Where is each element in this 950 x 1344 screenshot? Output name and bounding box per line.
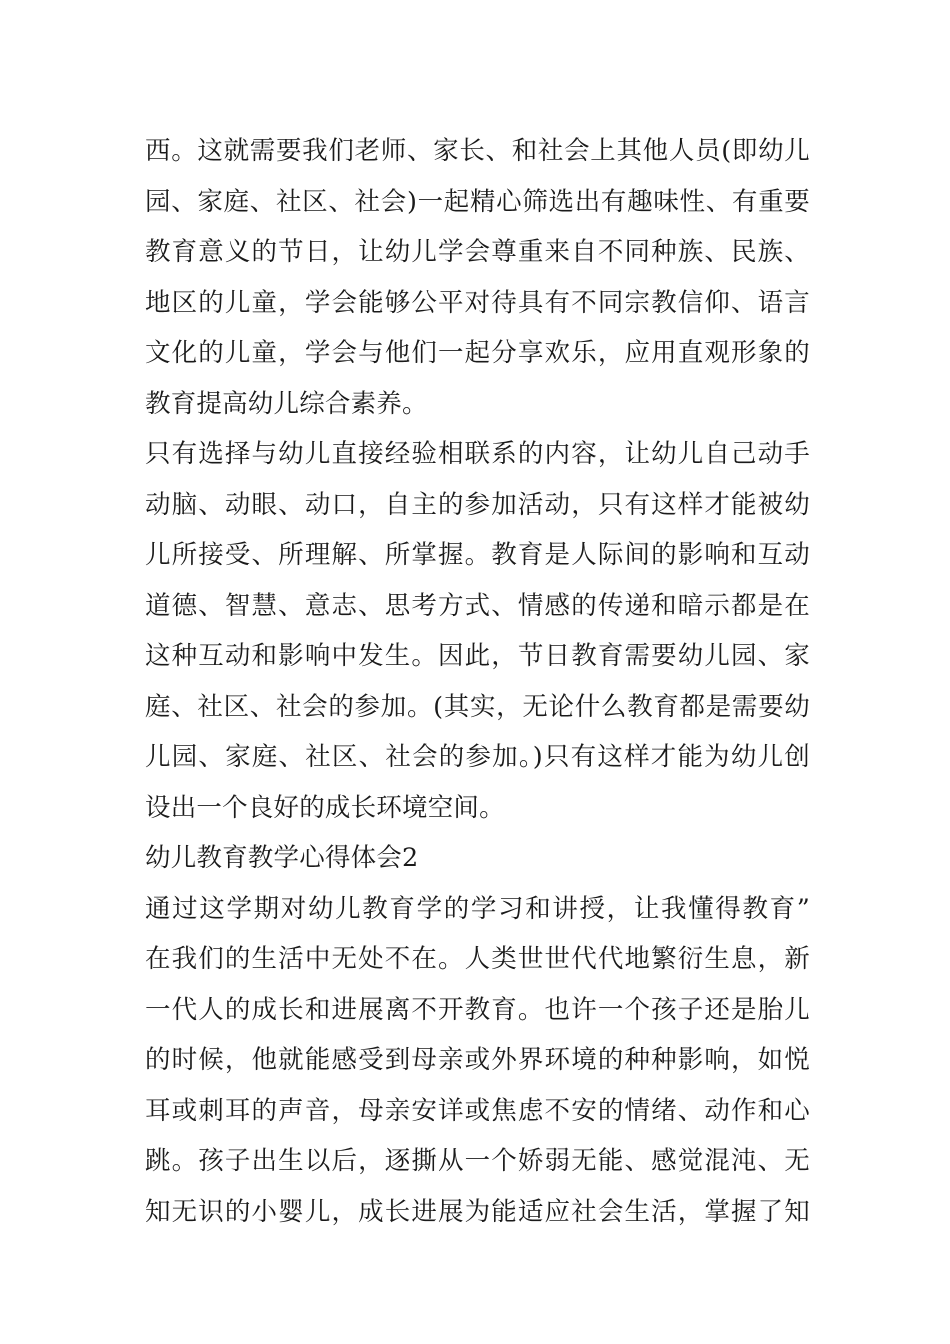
text-line: 儿所接受、所理解、所掌握。教育是人际间的影响和互动 [145, 540, 810, 570]
text-line: 动脑、动眼、动口，自主的参加活动，只有这样才能被幼 [145, 489, 810, 520]
text-line: 教育提高幼儿综合素养。 [145, 388, 428, 419]
text-line: 园、家庭、社区、社会)一起精心筛选出有趣味性、有重要 [145, 186, 810, 217]
text-line: 儿园、家庭、社区、社会的参加。)只有这样才能为幼儿创 [145, 742, 810, 772]
text-line: 地区的儿童，学会能够公平对待具有不同宗教信仰、语言 [145, 287, 810, 318]
text-line: 道德、智慧、意志、思考方式、情感的传递和暗示都是在 [145, 590, 810, 621]
text-line: 一代人的成长和进展离不开教育。也许一个孩子还是胎儿 [145, 994, 810, 1025]
text-line: 的时候，他就能感受到母亲或外界环境的种种影响，如悦 [145, 1045, 810, 1075]
text-line: 知无识的小婴儿，成长进展为能适应社会生活，掌握了知 [145, 1196, 810, 1227]
text-line: 西。这就需要我们老师、家长、和社会上其他人员(即幼儿 [145, 136, 810, 166]
text-line: 这种互动和影响中发生。因此，节日教育需要幼儿园、家 [145, 641, 810, 671]
section-heading: 幼儿教育教学心得体会2 [145, 843, 419, 873]
text-line: 教育意义的节日，让幼儿学会尊重来自不同种族、民族、 [145, 237, 810, 267]
document-body [145, 126, 810, 1237]
text-line: 耳或刺耳的声音，母亲安详或焦虑不安的情绪、动作和心 [145, 1095, 810, 1126]
text-line: 庭、社区、社会的参加。(其实，无论什么教育都是需要幼 [145, 691, 810, 722]
text-line: 设出一个良好的成长环境空间。 [145, 792, 505, 823]
text-line: 文化的儿童，学会与他们一起分享欢乐，应用直观形象的 [145, 338, 810, 368]
text-line: 通过这学期对幼儿教育学的学习和讲授，让我懂得教育” [145, 893, 810, 924]
text-line: 只有选择与幼儿直接经验相联系的内容，让幼儿自己动手 [145, 439, 810, 469]
text-line: 在我们的生活中无处不在。人类世世代代地繁衍生息，新 [145, 944, 810, 974]
text-line: 跳。孩子出生以后，逐撕从一个娇弱无能、感觉混沌、无 [145, 1146, 810, 1176]
